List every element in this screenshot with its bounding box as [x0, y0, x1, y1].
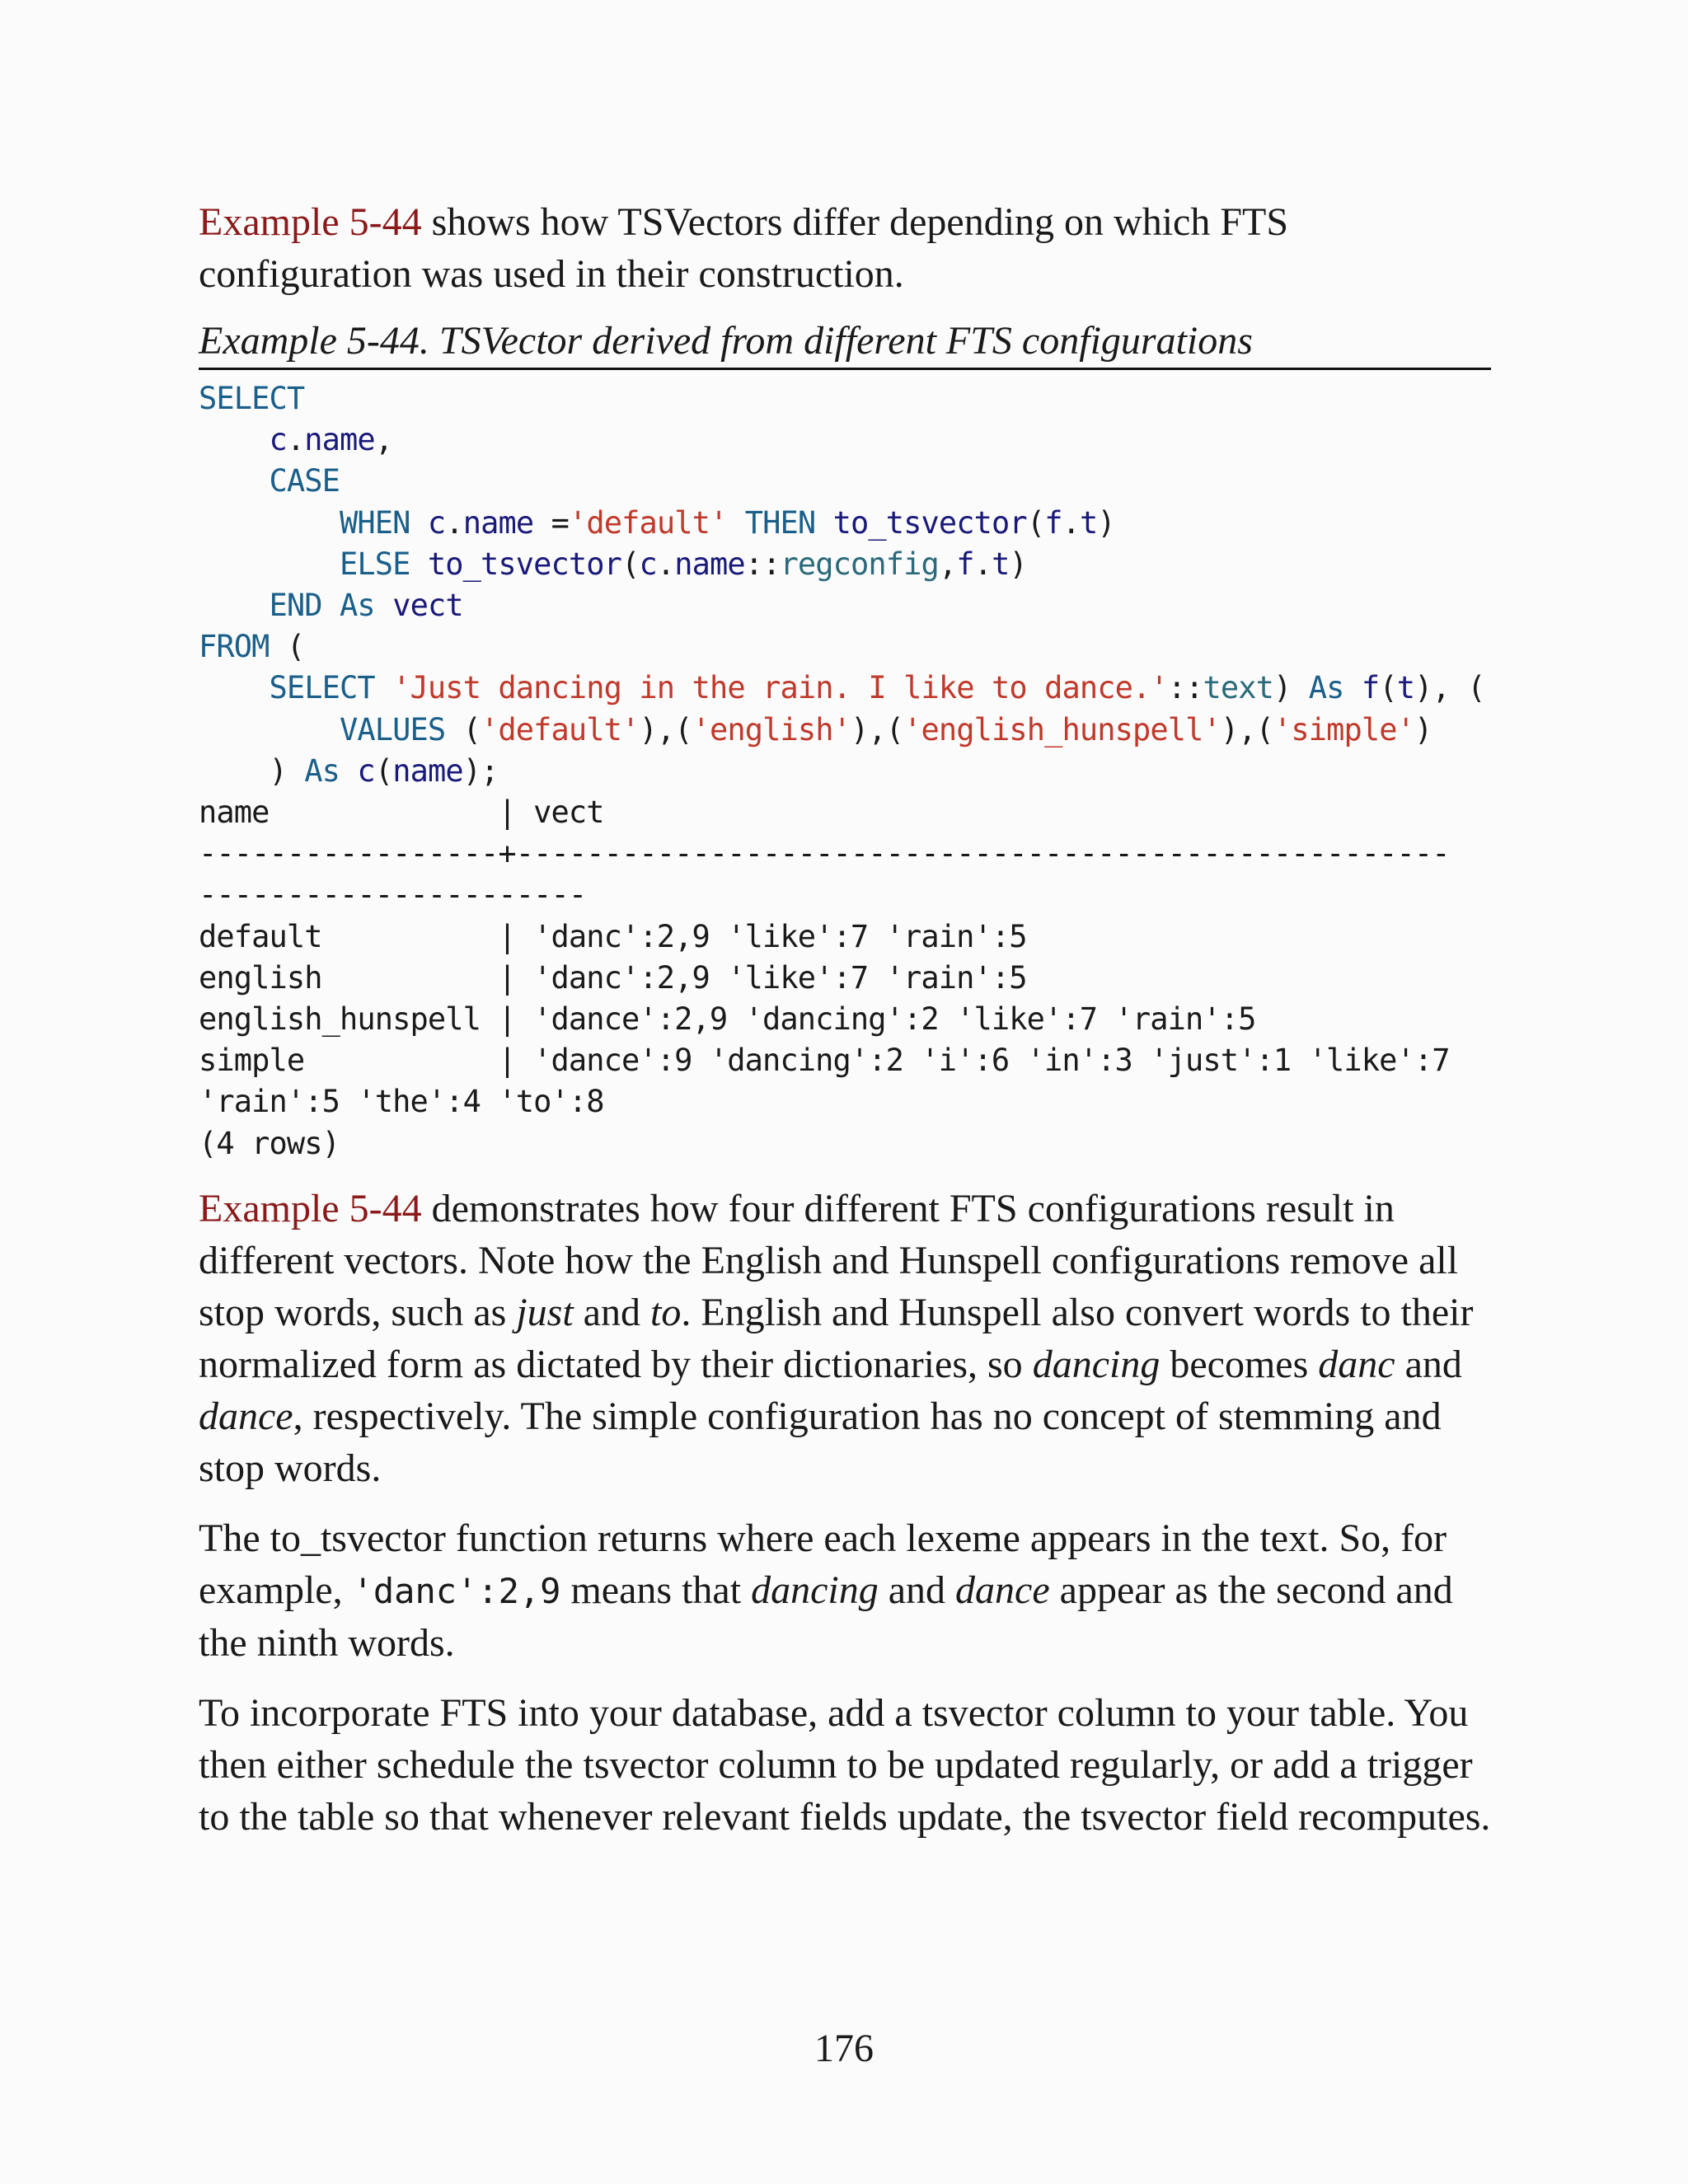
emphasis: dance: [955, 1568, 1050, 1612]
lexeme-paragraph: [199, 1512, 1491, 1669]
emphasis: dance: [199, 1394, 293, 1438]
output-line: default | 'danc':2,9 'like':7 'rain':5: [199, 918, 1027, 954]
code-line: CASE: [269, 463, 340, 499]
text-run: , respectively. The simple configuration has no concept of stemming and stop words.: [199, 1394, 1442, 1490]
output-line: english | 'danc':2,9 'like':7 'rain':5: [199, 959, 1027, 996]
text-run: appear as the second and the ninth words.: [199, 1568, 1453, 1665]
explanation-paragraph: [199, 1183, 1491, 1494]
code-line: WHEN c.name ='default' THEN to_tsvector(f.t): [340, 504, 1115, 541]
code-line: ELSE to_tsvector(c.name::regconfig,f.t): [340, 546, 1027, 582]
intro-paragraph: [199, 196, 1491, 300]
code-line: FROM (: [199, 629, 305, 665]
output-line: (4 rows): [199, 1125, 340, 1161]
output-line: -----------------+-----------------------------------------------------: [199, 836, 1450, 872]
code-line: END As vect: [269, 588, 463, 624]
emphasis: dancing: [1032, 1342, 1160, 1386]
page-content: [199, 196, 1491, 1843]
code-listing: [199, 378, 1491, 1165]
page-number: 176: [814, 2027, 874, 2070]
incorporate-paragraph: To incorporate FTS into your database, add a tsvector column to your table. You then either schedule the tsvector column to be updated regularly, or add a trigger to the table so that whenever relevant fields update, the tsvector field recomputes.: [199, 1690, 1491, 1839]
code-line: SELECT 'Just dancing in the rain. I like to dance.'::text) As f(t), (: [269, 670, 1485, 706]
output-line: name | vect: [199, 794, 604, 831]
output-line: simple | 'dance':9 'dancing':2 'i':6 'in':3 'just':1 'like':7: [199, 1043, 1450, 1079]
text-run: and: [878, 1568, 956, 1612]
intro-text: shows how TSVectors differ depending on which FTS configuration was used in their construction.: [199, 200, 1289, 296]
emphasis: just: [516, 1290, 574, 1334]
example-link[interactable]: Example 5-44: [199, 1186, 422, 1230]
text-run: and: [1395, 1342, 1462, 1386]
text-run: . English and Hunspell also convert words to their normalized form as dictated by their dictionaries, so: [199, 1290, 1474, 1386]
emphasis: danc: [1318, 1342, 1395, 1386]
output-line: ----------------------: [199, 877, 587, 913]
example-caption: Example 5-44. TSVector derived from different FTS configurations: [199, 316, 1491, 370]
example-link[interactable]: Example 5-44: [199, 200, 422, 244]
code-line: SELECT: [199, 381, 305, 416]
code-line: ) As c(name);: [199, 752, 499, 789]
text-run: and: [573, 1290, 650, 1334]
text-run: means that: [560, 1568, 752, 1612]
text-run: The to_tsvector function returns where each lexeme appears in the text. So, for example,: [199, 1516, 1447, 1612]
text-run: becomes: [1160, 1342, 1319, 1386]
inline-code: 'danc':2,9: [352, 1570, 561, 1611]
emphasis: dancing: [751, 1568, 879, 1612]
output-line: english_hunspell | 'dance':2,9 'dancing':2 'like':7 'rain':5: [199, 1001, 1256, 1038]
output-line: 'rain':5 'the':4 'to':8: [199, 1084, 604, 1120]
text-run: demonstrates how four different FTS configurations result in different vectors. Note how the English and Hunspell configurations remove all stop words, such as: [199, 1186, 1459, 1334]
code-line: VALUES ('default'),('english'),('english_hunspell'),('simple'): [340, 711, 1432, 748]
emphasis: to: [649, 1290, 682, 1334]
code-line: c.name,: [269, 422, 393, 458]
